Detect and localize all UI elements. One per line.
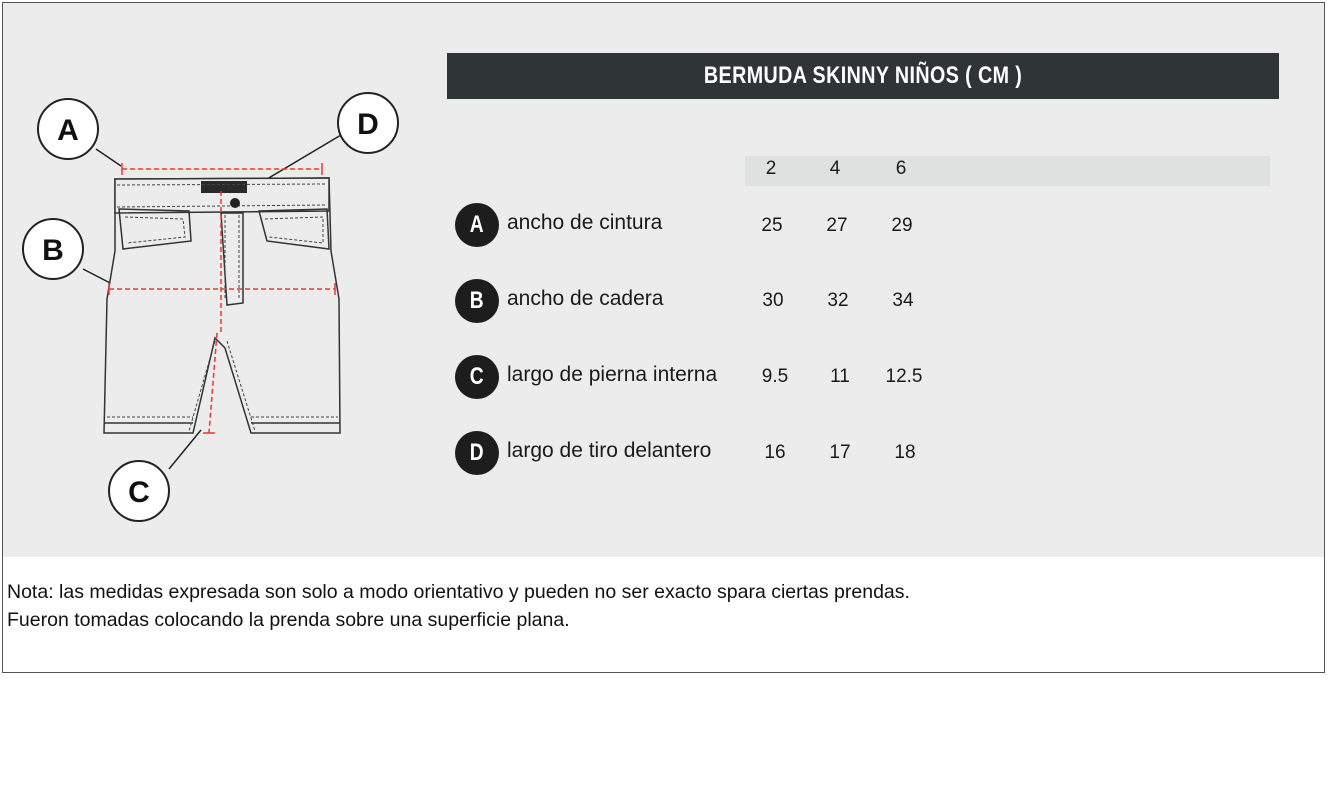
callout-a — [38, 99, 98, 159]
row-badge-d-letter: D — [470, 439, 484, 466]
callout-b-label: B — [42, 234, 64, 267]
row-badge-c — [455, 355, 499, 399]
row-label-c: largo de pierna interna — [507, 363, 718, 386]
callout-c — [109, 461, 169, 521]
row-b-value-2: 30 — [762, 290, 784, 311]
row-label-b: ancho de cadera — [507, 287, 664, 310]
chart-title: BERMUDA SKINNY NIÑOS ( CM ) — [703, 62, 1023, 89]
row-b-value-4: 32 — [827, 290, 849, 311]
row-c-value-4: 11 — [830, 366, 850, 387]
size-label-2: 2 — [765, 158, 777, 179]
row-badge-b-letter: B — [470, 287, 484, 314]
callout-c-label: C — [128, 476, 150, 509]
row-b-value-6: 34 — [892, 290, 914, 311]
row-a-value-6: 29 — [891, 215, 913, 236]
size-chart-frame — [2, 2, 1325, 673]
callout-d — [338, 93, 398, 153]
chart-title-bar — [447, 53, 1279, 99]
row-a-value-4: 27 — [826, 215, 848, 236]
leader-line-c — [169, 430, 201, 469]
row-a-value-2: 25 — [761, 215, 783, 236]
shorts-outline — [104, 178, 340, 433]
row-badge-d — [455, 431, 499, 475]
row-c-value-6: 12.5 — [885, 366, 923, 387]
leader-line-a — [96, 149, 121, 166]
row-badge-b — [455, 279, 499, 323]
callout-b — [23, 219, 83, 279]
button-icon — [230, 198, 240, 208]
row-d-value-4: 17 — [829, 442, 851, 463]
size-label-6: 6 — [895, 158, 907, 179]
note-line-1: Nota: las medidas expresada son solo a modo orientativo y pueden no ser exacto spara ciertas prendas. — [7, 581, 910, 603]
shorts-diagram — [3, 3, 443, 543]
row-label-d: largo de tiro delantero — [507, 439, 712, 462]
row-badge-c-letter: C — [470, 363, 484, 390]
row-d-value-2: 16 — [764, 442, 786, 463]
row-badge-a-letter: A — [470, 211, 484, 238]
row-c-value-2: 9.5 — [761, 366, 789, 387]
row-badge-a — [455, 203, 499, 247]
callout-a-label: A — [57, 114, 79, 147]
row-d-value-6: 18 — [894, 442, 916, 463]
callout-d-label: D — [357, 108, 379, 141]
note-line-2: Fueron tomadas colocando la prenda sobre una superficie plana. — [7, 609, 570, 631]
row-label-a: ancho de cintura — [507, 211, 663, 234]
size-label-4: 4 — [829, 158, 841, 179]
